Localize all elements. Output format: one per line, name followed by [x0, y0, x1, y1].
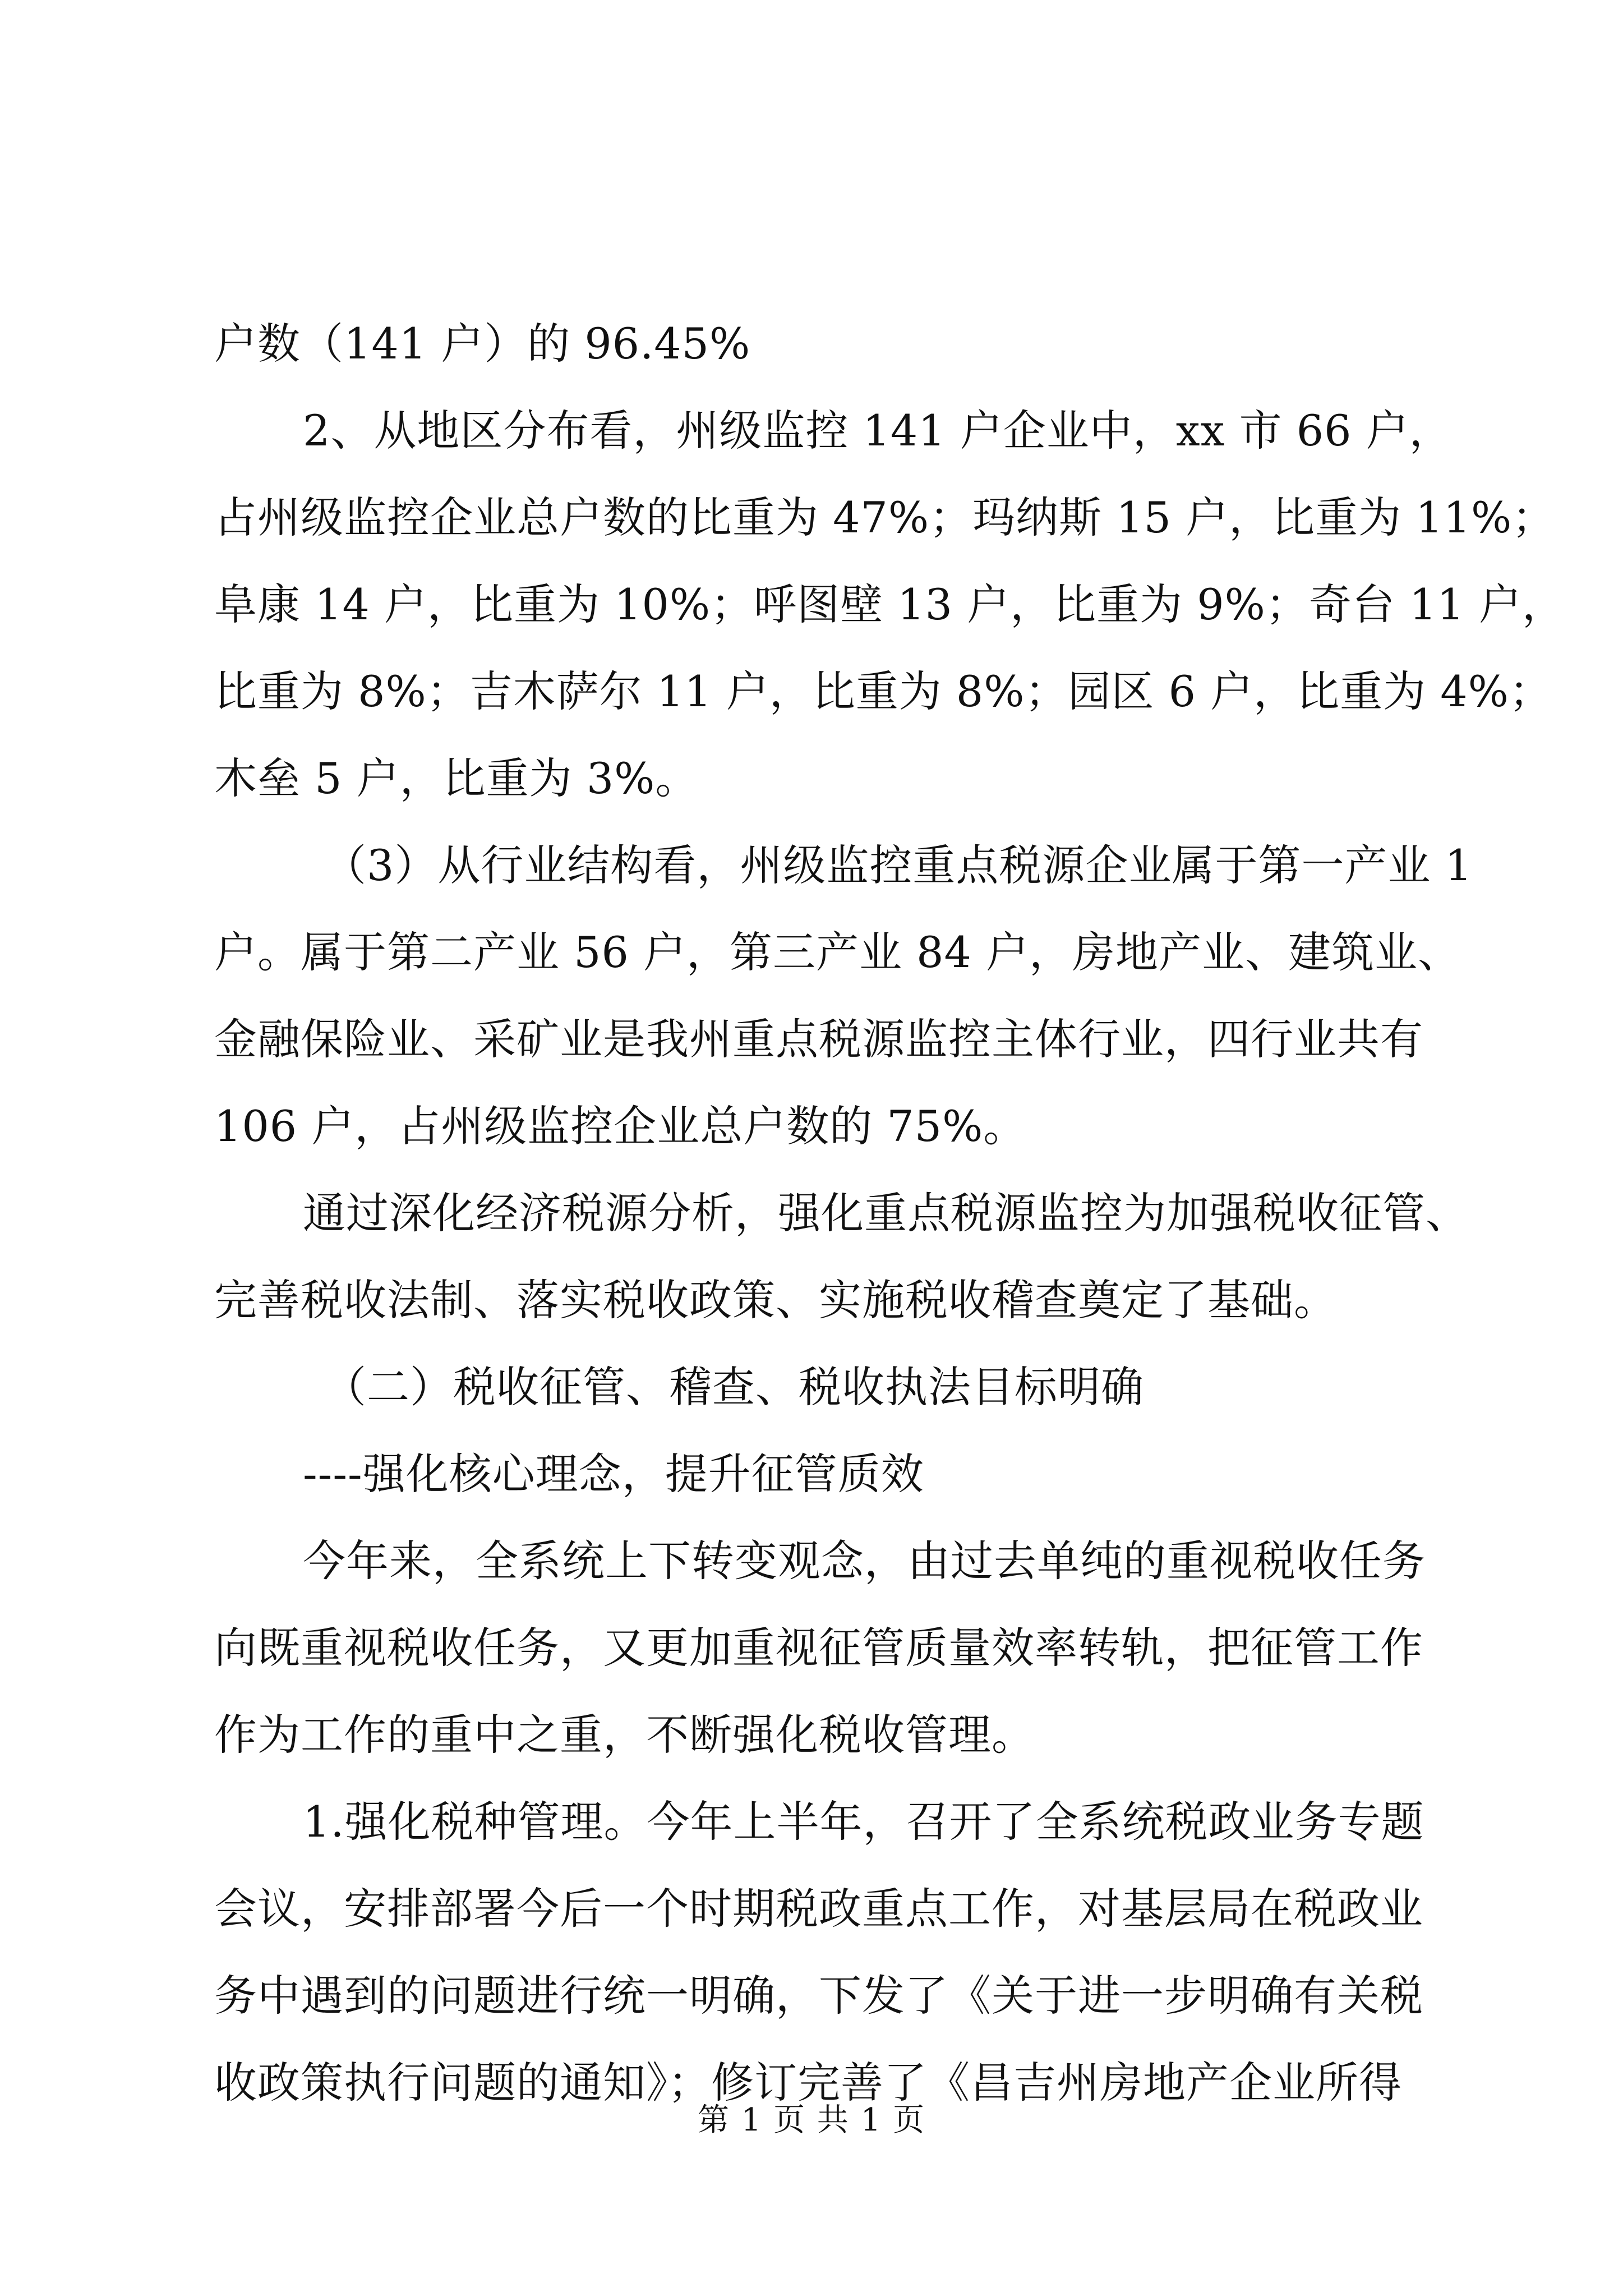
- text-line-15: 今年来，全系统上下转变观念，由过去单纯的重视税收任务: [303, 1536, 1426, 1586]
- text-line-16: 向既重视税收任务，又更加重视征管质量效率转轨，把征管工作: [214, 1623, 1423, 1673]
- text-line-17: 作为工作的重中之重，不断强化税收管理。: [214, 1710, 1035, 1760]
- text-line-11: 通过深化经济税源分析，强化重点税源监控为加强税收征管、: [303, 1188, 1469, 1238]
- text-line-6: 木垒 5 户，比重为 3%。: [214, 753, 699, 803]
- text-line-9: 金融保险业、采矿业是我州重点税源监控主体行业，四行业共有: [214, 1014, 1423, 1064]
- page-footer: 第 1 页 共 1 页: [697, 2102, 926, 2138]
- text-line-2: 2、从地区分布看，州级监控 141 户企业中，xx 市 66 户，: [303, 406, 1453, 455]
- text-line-10: 106 户，占州级监控企业总户数的 75%。: [214, 1101, 1027, 1151]
- text-line-18: 1.强化税种管理。今年上半年，召开了全系统税政业务专题: [303, 1797, 1424, 1847]
- subsection-heading: ----强化核心理念，提升征管质效: [303, 1449, 924, 1499]
- text-line-20: 务中遇到的问题进行统一明确，下发了《关于进一步明确有关税: [214, 1971, 1423, 2021]
- body-text: [214, 300, 1565, 2126]
- text-line-4: 阜康 14 户，比重为 10%；呼图壁 13 户，比重为 9%；奇台 11 户，: [214, 579, 1565, 629]
- section-heading: （二）税收征管、稽查、税收执法目标明确: [324, 1362, 1144, 1412]
- text-line-8: 户。属于第二产业 56 户，第三产业 84 户，房地产业、建筑业、: [214, 927, 1461, 977]
- text-line-5: 比重为 8%；吉木萨尔 11 户，比重为 8%；园区 6 户，比重为 4%；: [214, 666, 1552, 716]
- text-line-21: 收政策执行问题的通知》；修订完善了《昌吉州房地产企业所得: [214, 2058, 1402, 2108]
- text-line-7: （3）从行业结构看，州级监控重点税源企业属于第一产业 1: [324, 840, 1473, 890]
- text-line-19: 会议，安排部署今后一个时期税政重点工作，对基层局在税政业: [214, 1884, 1423, 1934]
- text-line-1: 户数（141 户）的 96.45%: [214, 319, 751, 369]
- text-line-12: 完善税收法制、落实税收政策、实施税收稽查奠定了基础。: [214, 1275, 1337, 1325]
- text-line-3: 占州级监控企业总户数的比重为 47%；玛纳斯 15 户，比重为 11%；: [214, 493, 1556, 542]
